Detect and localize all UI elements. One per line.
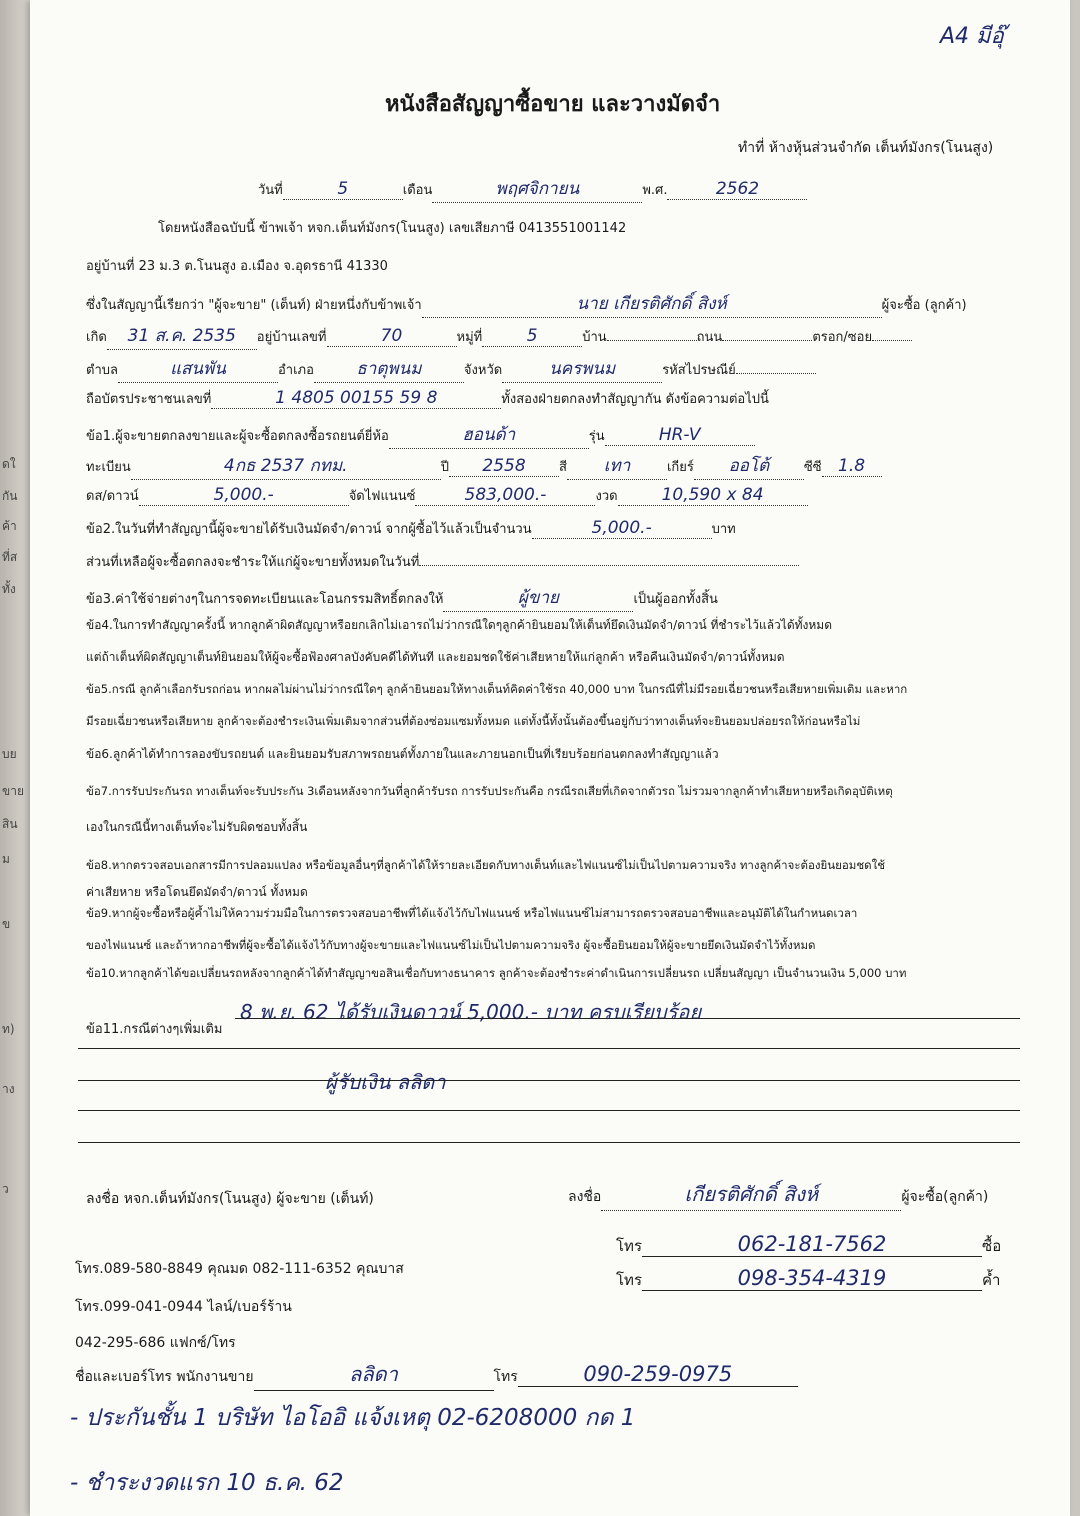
note-insurance: - ประกันชั้น 1 บริษัท ไอโออิ แจ้งเหตุ 02-6208000 กด 1: [70, 1405, 636, 1431]
edge-mark: ค้า: [2, 519, 17, 533]
clause-3: [86, 584, 718, 612]
car-row-2: [86, 452, 882, 480]
made-at: ทำที่ ห้างหุ้นส่วนจำกัด เต็นท์มังกร(โนนสูง): [738, 140, 994, 156]
clause3-post: เป็นผู้ออกทั้งสิ้น: [633, 592, 718, 607]
buyer-sign-label: ลงชื่อ: [568, 1189, 602, 1205]
edge-mark: ขาย: [2, 784, 24, 798]
staff-row: [75, 1358, 798, 1391]
staff-tel-label: โทร: [493, 1369, 518, 1385]
clause3-text: ข้อ3.ค่าใช้จ่ายต่างๆในการจดทะเบียนและโอนกรรมสิทธิ์ตกลงให้: [86, 592, 444, 607]
edge-mark: ม: [2, 852, 10, 866]
baht-label: บาท: [711, 522, 736, 537]
id-row: [86, 388, 769, 409]
id-value: 1 4805 00155 59 8: [211, 388, 501, 409]
moo-value: 5: [482, 326, 582, 347]
month-value: พฤศจิกายน: [432, 175, 642, 203]
edge-mark: ว: [2, 1182, 9, 1196]
clause-11-receiver: ผู้รับเงิน ลลิดา: [325, 1070, 446, 1094]
buyer-row: [86, 290, 967, 318]
house-value: 70: [327, 326, 457, 347]
cc-label: ซีซี: [803, 460, 822, 475]
address-row: [86, 355, 816, 383]
buyer-sign-post: ผู้จะซื้อ(ลูกค้า): [901, 1189, 989, 1205]
clause-9b: ของไฟแนนซ์ และถ้าหากอาชีพที่ผู้จะซื้อได้แจ้งไว้กับทางผู้จะขายและไฟแนนซ์ไม่เป็นไปตามความจริง ผู้จะซื้อยินยอมให้ผู้จะขายยึดเงินมัดจำไว้ทั้งหมด: [86, 938, 816, 952]
buyer-name: นาย เกียรติศักดิ์ สิงห์: [422, 290, 882, 318]
term-value: 10,590 x 84: [618, 485, 808, 506]
date-row: [258, 175, 807, 203]
born-row: [86, 322, 912, 350]
clause-5b: มีรอยเฉี่ยวชนหรือเสียหาย ลูกค้าจะต้องชำระเงินเพิ่มเติมจากส่วนที่ต้องซ่อมแซมทั้งหมด แต่ทั้งนี้ทั้งนั้นต้องขึ้นอยู่กับว่าทางเต็นท์จะยินยอมปล่อยรถให้ก่อนหรือไม่: [86, 714, 861, 728]
clause-7a: ข้อ7.การรับประกันรถ ทางเต็นท์จะรับประกัน 3เดือนหลังจากวันที่ลูกค้ารับรถ การรับประกันคือ กรณีรถเสียที่เกิดจากตัวรถ ไม่รวมจากลูกค้าทำเสียหายหรือเกิดอุบัติเหตุ: [86, 784, 893, 798]
buyer-phone-post: ซื้อ: [982, 1237, 1002, 1255]
buyer-phone: 062-181-7562: [642, 1232, 982, 1257]
clause-8a: ข้อ8.หากตรวจสอบเอกสารมีการปลอมแปลง หรือข้อมูลอื่นๆที่ลูกค้าได้ให้รายละเอียดกับทางเต็นท์และไฟแนนซ์ไม่เป็นไปตามความจริง ทางลูกค้าจะต้องยินยอมชดใช้: [86, 858, 886, 872]
clause-4b: แต่ถ้าเต็นท์ผิดสัญญาเต็นท์ยินยอมให้ผู้จะซื้อฟ้องศาลบังคับคดีได้ทันที และยอมชดใช้ค่าเสียหายให้แก่ลูกค้า หรือคืนเงินมัดจำ/ดาวน์ทั้งหมด: [86, 650, 785, 664]
car-year: 2558: [449, 456, 559, 477]
year-label: พ.ศ.: [642, 183, 668, 198]
clause-9a: ข้อ9.หากผู้จะซื้อหรือผู้ค้ำไม่ให้ความร่วมมือในการตรวจสอบอาชีพที่ได้แจ้งไว้กับไฟแนนซ์ หรือไฟแนนซ์ไม่สามารถตรวจสอบอาชีพและอนุมัติได้ในกำหนดเวลา: [86, 906, 858, 920]
car-color: เทา: [567, 452, 667, 480]
edge-mark: ที่ส: [2, 550, 18, 564]
year-value: 2562: [667, 179, 807, 200]
clause-6: ข้อ6.ลูกค้าได้ทำการลองขับรถยนต์ และยินยอมรับสภาพรถยนต์ทั้งภายในและภายนอกเป็นที่เรียบร้อยก่อนตกลงทำสัญญาแล้ว: [86, 747, 719, 761]
edge-mark: สิน: [2, 817, 18, 831]
gear-label: เกียร์: [666, 460, 694, 475]
down-label: ดส/ดาวน์: [86, 489, 139, 504]
soi-label: ตรอก/ซอย: [812, 330, 873, 345]
clause-11-note: 8 พ.ย. 62 ได้รับเงินดาวน์ 5,000.- บาท ครบเรียบร้อย: [240, 1000, 702, 1024]
edge-mark: ทั้ง: [2, 582, 16, 596]
car-row-1: [86, 421, 755, 449]
car-row-3: [86, 485, 808, 506]
day-label: วันที่: [258, 183, 283, 198]
document-title: หนังสือสัญญาซื้อขาย และวางมัดจำ: [385, 92, 721, 117]
car-year-label: ปี: [440, 460, 450, 475]
finance-value: 583,000.-: [415, 485, 595, 506]
house-label: อยู่บ้านเลขที่: [256, 330, 327, 345]
clause-2: [86, 518, 736, 539]
clause-7b: เองในกรณีนี้ทางเต็นท์จะไม่รับผิดชอบทั้งสิ้น: [86, 820, 308, 834]
term-label: งวด: [595, 489, 618, 504]
edge-mark: าง: [2, 1082, 15, 1096]
month-label: เดือน: [402, 183, 433, 198]
ban-label: บ้าน: [582, 330, 607, 345]
buyer-post: ผู้จะซื้อ (ลูกค้า): [881, 298, 967, 313]
clause3-who: ผู้ขาย: [443, 584, 633, 612]
car-model: HR-V: [605, 425, 755, 446]
tel-label: โทร: [616, 1237, 643, 1255]
staff-phone: 090-259-0975: [518, 1362, 798, 1387]
buyer-pre: ซึ่งในสัญญานี้เรียกว่า "ผู้จะขาย" (เต็นท์) ฝ่ายหนึ่งกับข้าพเจ้า: [86, 298, 422, 313]
clause2-amount: 5,000.-: [532, 518, 712, 539]
day-value: 5: [283, 179, 403, 200]
edge-mark: บย: [2, 747, 17, 761]
staff-label: ชื่อและเบอร์โทร พนักงานขาย: [75, 1369, 254, 1385]
finance-label: จัดไฟแนนซ์: [348, 489, 416, 504]
clause-10: ข้อ10.หากลูกค้าได้ขอเปลี่ยนรถหลังจากลูกค้าได้ทำสัญญาขอสินเชื่อกับทางธนาคาร ลูกค้าจะต้องชำระค่าดำเนินการเปลี่ยนรถ เปลี่ยนสัญญา เป็นจำนวนเงิน 5,000 บาท: [86, 966, 907, 980]
born-label: เกิด: [86, 330, 107, 345]
car-cc: 1.8: [822, 456, 882, 477]
clause1-label: ข้อ1.ผู้จะขายตกลงขายและผู้จะซื้อตกลงซื้อรถยนต์ยี่ห้อ: [86, 429, 389, 444]
clause-11-label: ข้อ11.กรณีต่างๆเพิ่มเติม: [86, 1022, 223, 1037]
id-label: ถือบัตรประชาชนเลขที่: [86, 392, 212, 407]
contract-page: [30, 0, 1070, 1516]
moo-label: หมู่ที่: [456, 330, 483, 345]
id-post: ทั้งสองฝ่ายตกลงทำสัญญากัน ดังข้อความต่อไปนี้: [501, 392, 769, 407]
buyer-phone-row: [616, 1232, 1001, 1258]
amphoe-value: ธาตุพนม: [314, 355, 464, 383]
intro-line-1: โดยหนังสือฉบับนี้ ข้าพเจ้า หจก.เต็นท์มังกร(โนนสูง) เลขเสียภาษี 0413551001142: [158, 221, 627, 236]
buyer-sign: เกียรติศักดิ์ สิงห์: [601, 1178, 901, 1211]
staff-name: ลลิดา: [254, 1358, 494, 1391]
contact-line-2: โทร.099-041-0944 ไลน์/เบอร์ร้าน: [75, 1299, 292, 1315]
car-gear: ออโต้: [694, 452, 804, 480]
note-first-payment: - ชำระงวดแรก 10 ธ.ค. 62: [70, 1470, 344, 1496]
province-value: นครพนม: [502, 355, 662, 383]
down-value: 5,000.-: [139, 485, 349, 506]
road-label: ถนน: [696, 330, 723, 345]
edge-mark: ท): [2, 1022, 15, 1036]
corner-note: A4 มีอุ๊: [940, 24, 1004, 49]
intro-line-2: อยู่บ้านที่ 23 ม.3 ต.โนนสูง อ.เมือง จ.อุดรธานี 41330: [86, 259, 388, 274]
underlying-page-edge: [0, 0, 30, 1516]
born-value: 31 ส.ค. 2535: [107, 322, 257, 350]
clause2b-text: ส่วนที่เหลือผู้จะซื้อตกลงจะชำระให้แก่ผู้จะขายทั้งหมดในวันที่: [86, 555, 420, 570]
postal-label: รหัสไปรษณีย์: [662, 363, 736, 378]
seller-signature: ลงชื่อ หจก.เต็นท์มังกร(โนนสูง) ผู้จะขาย (เต็นท์): [86, 1191, 374, 1207]
contact-line-1: โทร.089-580-8849 คุณมด 082-111-6352 คุณบาส: [75, 1261, 404, 1277]
plate-label: ทะเบียน: [86, 460, 131, 475]
clause-4a: ข้อ4.ในการทำสัญญาครั้งนี้ หากลูกค้าผิดสัญญาหรือยกเลิกไม่เอารถไม่ว่ากรณีใดๆลูกค้ายินยอมให้เต็นท์ยึดเงินมัดจำ/ดาวน์ ที่ชำระไว้แล้วได้ทั้งหมด: [86, 618, 832, 632]
guarantor-phone: 098-354-4319: [642, 1266, 982, 1291]
car-brand: ฮอนด้า: [389, 421, 589, 449]
clause-2b: [86, 551, 799, 572]
model-label: รุ่น: [588, 429, 605, 444]
clause-8b: ค่าเสียหาย หรือโดนยึดมัดจำ/ดาวน์ ทั้งหมด: [86, 885, 308, 899]
edge-mark: ดใ: [2, 457, 16, 471]
province-label: จังหวัด: [463, 363, 503, 378]
edge-mark: กัน: [2, 489, 18, 503]
clause2-text: ข้อ2.ในวันที่ทำสัญญานี้ผู้จะขายได้รับเงินมัดจำ/ดาวน์ จากผู้ซื้อไว้แล้วเป็นจำนวน: [86, 522, 532, 537]
contact-line-3: 042-295-686 แฟกซ์/โทร: [75, 1335, 236, 1351]
tel-label: โทร: [616, 1271, 643, 1289]
color-label: สี: [559, 460, 567, 475]
guarantor-phone-row: [616, 1266, 1000, 1292]
edge-mark: ข: [2, 917, 11, 931]
car-plate: 4กธ 2537 กทม.: [131, 452, 441, 480]
tambon-label: ตำบล: [86, 363, 118, 378]
tambon-value: แสนพัน: [118, 355, 278, 383]
buyer-signature-row: [568, 1178, 988, 1211]
amphoe-label: อำเภอ: [277, 363, 314, 378]
clause-5a: ข้อ5.กรณี ลูกค้าเลือกรับรถก่อน หากผลไม่ผ่านไม่ว่ากรณีใดๆ ลูกค้ายินยอมให้ทางเต็นท์คิดค่าใช้รถ 40,000 บาท ในกรณีที่ไม่มีรอยเฉี่ยวชนหรือเสียหายเพิ่มเติม และหาก: [86, 682, 908, 696]
guarantor-phone-post: ค้ำ: [982, 1271, 1001, 1289]
